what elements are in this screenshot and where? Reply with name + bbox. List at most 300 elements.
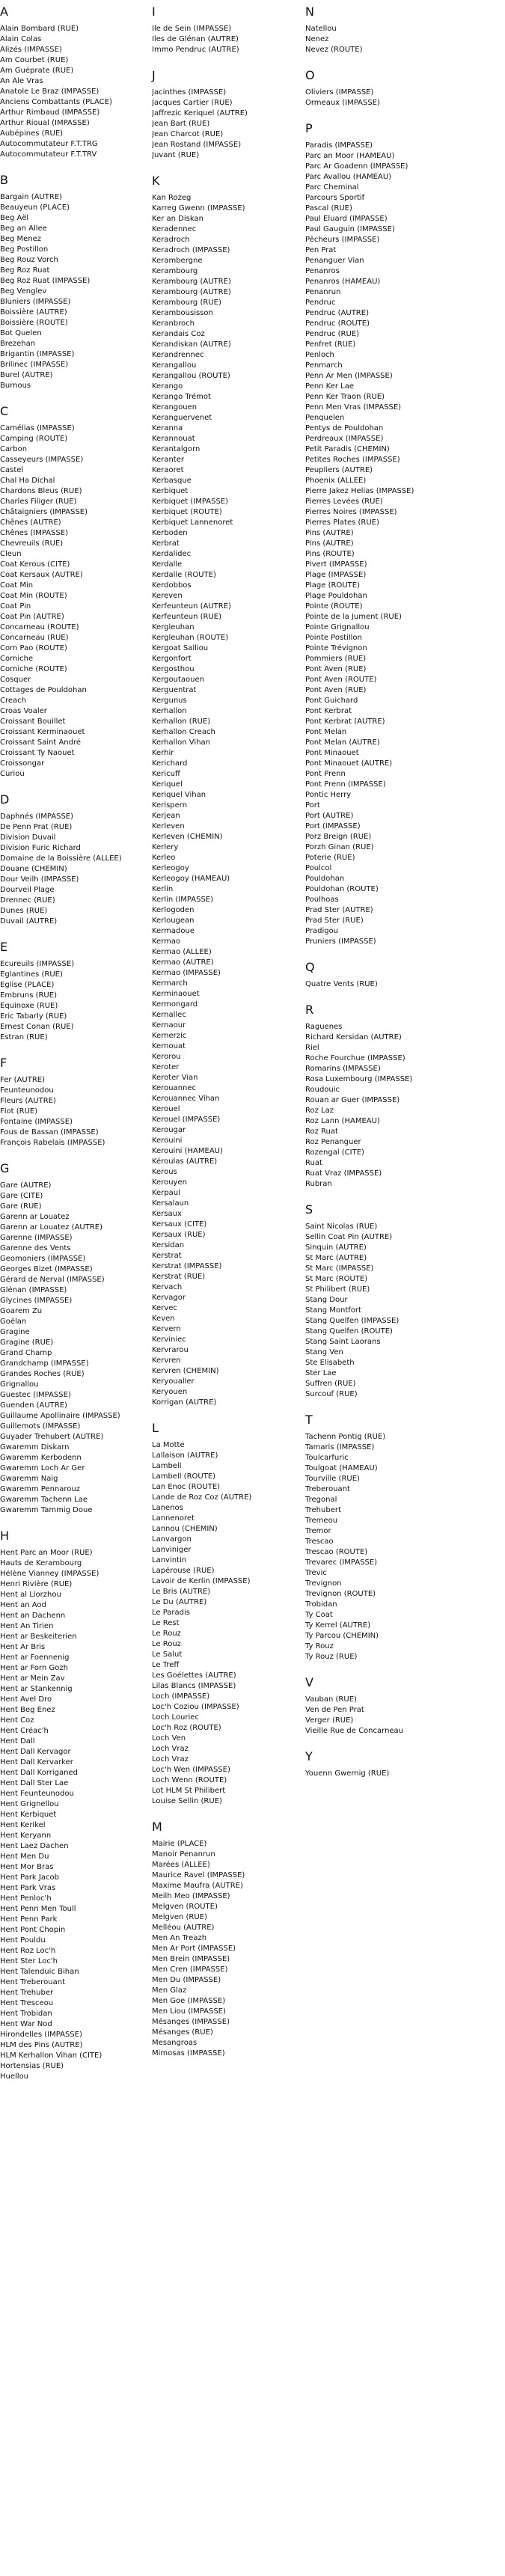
street-name: Kervec	[152, 1304, 177, 1312]
street-name: Le Paradis	[152, 1609, 191, 1617]
street-name: Hent Ar Bris	[0, 1643, 46, 1651]
street-name: Prad Ster (RUE)	[305, 917, 364, 925]
street-name: Vauban (RUE)	[305, 1695, 357, 1704]
street-name: Hent Men Du	[0, 1853, 49, 1861]
street-name: Kerbasque	[152, 477, 192, 485]
street-name: Gwaremm Diskarn	[0, 1443, 70, 1451]
street-name: Flot (RUE)	[0, 1107, 38, 1116]
street-name: Ty Coat	[305, 1611, 333, 1619]
street-name: Arthur Rimbaud (IMPASSE)	[0, 108, 100, 117]
street-name: Glycines (IMPASSE)	[0, 1297, 73, 1305]
street-name: Pins (AUTRE)	[305, 539, 354, 548]
street-name: Kerangouen	[152, 403, 198, 412]
street-name: Kermao (IMPASSE)	[152, 969, 221, 977]
street-name: Trescao	[305, 1538, 334, 1546]
street-name: Douane (CHEMIN)	[0, 865, 67, 873]
street-name: Trehubert	[305, 1506, 341, 1514]
street-name: Trevic	[305, 1569, 327, 1577]
street-name: Roz Penanguer	[305, 1138, 361, 1146]
street-name: Glénan (IMPASSE)	[0, 1286, 67, 1294]
letter-section	[0, 173, 147, 391]
street-name: Penmarch	[305, 361, 343, 370]
letter-section	[152, 1820, 299, 2059]
street-name: Embruns (RUE)	[0, 991, 57, 1000]
street-name: Chal Ha Dichal	[0, 477, 55, 485]
street-name: Coat Min (ROUTE)	[0, 592, 67, 600]
street-name: Pointe de la Jument (RUE)	[305, 613, 402, 621]
street-name: Kerous	[152, 1168, 177, 1176]
street-name: Kerguentrat	[152, 686, 197, 694]
street-name: Chênes (IMPASSE)	[0, 529, 68, 537]
street-name: Lanenos	[152, 1504, 183, 1512]
street-name: Pivert (IMPASSE)	[305, 560, 367, 569]
street-name: Kervren (CHEMIN)	[152, 1367, 219, 1375]
street-name: Keradroch	[152, 236, 190, 244]
street-name: Kermadoue	[152, 927, 195, 935]
letter-section	[0, 1161, 147, 1516]
street-name: Eglantines (RUE)	[0, 970, 63, 979]
street-name: Petit Paradis (CHEMIN)	[305, 445, 390, 453]
street-name: Stang Montfort	[305, 1306, 361, 1315]
street-name: Kerminaouet	[152, 990, 200, 998]
street-name: Trescao (ROUTE)	[305, 1548, 368, 1556]
street-name: Jacques Cartier (RUE)	[152, 99, 233, 107]
street-name: Toulgoat (HAMEAU)	[305, 1464, 378, 1472]
street-name: Hent Grignellou	[0, 1800, 59, 1808]
street-name: Beg Aël	[0, 214, 29, 222]
street-name: Hent Pont Chopin	[0, 1926, 66, 1934]
street-name: Kernallec	[152, 1011, 186, 1019]
street-name: Hent Beg Enez	[0, 1706, 55, 1714]
street-name: Ste Elisabeth	[305, 1359, 355, 1367]
street-name: Croissant Bouillet	[0, 718, 66, 726]
street-name: Goarem Zu	[0, 1307, 43, 1315]
section-letter-heading: A	[0, 4, 8, 19]
street-name: Peupliers (AUTRE)	[305, 466, 373, 474]
street-name: Stang Quelfen (IMPASSE)	[305, 1317, 400, 1325]
street-name: Pont Aven (RUE)	[305, 665, 367, 673]
street-name: Hortensias (RUE)	[0, 2062, 64, 2070]
street-list	[305, 88, 452, 108]
street-name: Hent Mor Bras	[0, 1863, 54, 1871]
street-name: Hent ar Foennenig	[0, 1653, 70, 1662]
street-name: Maurice Ravel (IMPASSE)	[152, 1871, 245, 1879]
street-name: Hélène Vianney (IMPASSE)	[0, 1570, 100, 1578]
street-name: Kereven	[152, 592, 183, 600]
street-name: Gérard de Nerval (IMPASSE)	[0, 1276, 105, 1284]
street-name: Garenn ar Louatez	[0, 1213, 70, 1221]
street-name: Ty Rouz	[305, 1642, 334, 1650]
street-name: Lannenoret	[152, 1514, 195, 1523]
street-name: Paradis (IMPASSE)	[305, 141, 373, 150]
street-name: Rouan ar Guer (IMPASSE)	[305, 1096, 400, 1104]
street-name: Kervern	[152, 1325, 181, 1333]
street-name: Gwaremm Tachenn Lae	[0, 1496, 88, 1504]
street-name: Oliviers (IMPASSE)	[305, 88, 374, 97]
street-name: Kernerzic	[152, 1032, 187, 1040]
street-name: Lanvargon	[152, 1535, 192, 1544]
street-name: Kersidan	[152, 1241, 185, 1249]
street-name: Drennec (RUE)	[0, 896, 55, 905]
street-name: Pierre Jakez Helias (IMPASSE)	[305, 487, 414, 495]
street-name: Kergoutaouen	[152, 676, 204, 684]
street-name: Pont Prenn	[305, 770, 346, 778]
street-name: Nenez	[305, 35, 329, 43]
street-name: Kernaour	[152, 1021, 186, 1030]
street-name: Keranguervenet	[152, 414, 212, 422]
street-name: Dour Veilh (IMPASSE)	[0, 875, 79, 884]
street-name: Hent Dall Kervagor	[0, 1748, 71, 1756]
street-list	[0, 1075, 147, 1148]
street-name: Prad Ster (AUTRE)	[305, 906, 373, 914]
street-name: Kéroulas (AUTRE)	[152, 1157, 218, 1166]
section-letter-heading: C	[0, 404, 9, 418]
street-name: Surcouf (RUE)	[305, 1390, 358, 1398]
street-name: Le Rest	[152, 1619, 180, 1627]
street-name: Kerlougean	[152, 917, 195, 925]
street-name: Stang Dour	[305, 1296, 348, 1304]
street-name: Pêcheurs (IMPASSE)	[305, 236, 380, 244]
street-name: Loc'h Wen (IMPASSE)	[152, 1766, 230, 1774]
street-name: Lande de Roz Coz (AUTRE)	[152, 1493, 252, 1502]
street-name: St Philibert (RUE)	[305, 1285, 370, 1294]
street-name: Gare (AUTRE)	[0, 1181, 52, 1190]
street-name: Saint Nicolas (RUE)	[305, 1223, 378, 1231]
street-name: Quatre Vents (RUE)	[305, 980, 378, 988]
street-name: Hent Roz Loc'h	[0, 1947, 56, 1955]
street-name: Kerangallou (ROUTE)	[152, 372, 230, 380]
street-name: Melléou (AUTRE)	[152, 1924, 215, 1932]
street-name: Kerorou	[152, 1053, 181, 1061]
street-name: Loc'h Roz (ROUTE)	[152, 1724, 221, 1732]
street-name: Pruniers (IMPASSE)	[305, 937, 376, 946]
street-name: Beg an Allee	[0, 224, 47, 233]
street-name: Corniche (ROUTE)	[0, 665, 67, 673]
street-name: Creach	[0, 697, 26, 705]
street-list	[0, 192, 147, 391]
street-name: Perdreaux (IMPASSE)	[305, 435, 384, 443]
letter-section	[0, 1529, 147, 2082]
street-name: Kerpaul	[152, 1189, 180, 1197]
street-name: Anciens Combattants (PLACE)	[0, 98, 112, 106]
street-name: Hent Kerikel	[0, 1821, 46, 1829]
street-name: Alain Colas	[0, 35, 42, 43]
street-name: Corn Pao (ROUTE)	[0, 644, 67, 652]
street-name: Kerango	[152, 382, 183, 391]
street-name: Pont Guichard	[305, 697, 358, 705]
street-name: Kersaux	[152, 1210, 182, 1218]
street-name: Toulcarfuric	[305, 1454, 349, 1462]
street-name: Immo Pendruc (AUTRE)	[152, 46, 239, 54]
section-letter-heading: I	[152, 4, 156, 19]
street-name: Loch Wenn (ROUTE)	[152, 1776, 227, 1784]
street-name: Kerbiquet (IMPASSE)	[152, 498, 229, 506]
street-name: Am Guéprate (RUE)	[0, 67, 74, 75]
street-name: Gwaremm Tammig Doue	[0, 1506, 93, 1514]
street-name: Beg Roz Ruat	[0, 266, 50, 275]
street-name: Stang Ven	[305, 1348, 343, 1356]
street-name: Pointe Trévignon	[305, 644, 367, 652]
street-name: Kerlin (IMPASSE)	[152, 896, 214, 904]
street-name: Men Cren (IMPASSE)	[152, 1965, 228, 1974]
street-name: Croissant Kerminaouet	[0, 728, 85, 736]
street-name: Trobidan	[305, 1600, 337, 1609]
street-name: Loch Louriec	[152, 1713, 199, 1722]
street-name: Hent Penloc'h	[0, 1894, 52, 1903]
letter-section	[305, 1675, 452, 1737]
street-name: Kan Rozeg	[152, 194, 192, 202]
street-name: An Ale Vras	[0, 77, 43, 85]
street-name: Poulcol	[305, 864, 332, 872]
street-name: Mesangroas	[152, 2039, 198, 2047]
street-name: Kerleo	[152, 854, 176, 862]
street-name: Kerambergne	[152, 257, 203, 265]
street-name: Alain Bombard (RUE)	[0, 25, 79, 33]
street-name: Grand Champ	[0, 1349, 52, 1357]
street-name: Poterie (RUE)	[305, 854, 355, 862]
street-name: Kerouini	[152, 1136, 183, 1145]
street-name: Parc Cheminal	[305, 183, 359, 192]
street-name: Kergoat Salliou	[152, 644, 209, 652]
street-name: Verger (RUE)	[305, 1716, 354, 1725]
street-name: Pouldohan	[305, 875, 345, 883]
street-name: Penn Ker Traon (RUE)	[305, 393, 385, 401]
street-list	[152, 1839, 299, 2059]
street-name: HLM Kerhallon Vihan (CITE)	[0, 2052, 102, 2060]
street-name: Kerlery	[152, 843, 179, 851]
street-name: Hent ar Forn Gozh	[0, 1664, 68, 1672]
street-name: Hent Coz	[0, 1716, 34, 1725]
street-name: Pascal (RUE)	[305, 204, 352, 212]
street-name: Hent Trehuber	[0, 1989, 54, 1997]
street-name: Pommiers (RUE)	[305, 655, 367, 663]
street-name: Camping (ROUTE)	[0, 435, 68, 443]
street-name: Kermao	[152, 937, 181, 946]
street-name: Beg Roz Ruat (IMPASSE)	[0, 277, 91, 285]
street-name: Tremor	[305, 1527, 331, 1535]
street-name: Hent ar Beskeiterien	[0, 1633, 77, 1641]
street-name: Porzh Ginan (RUE)	[305, 843, 374, 851]
street-name: Trevignon	[305, 1579, 342, 1588]
street-name: Coat Kerous (CITE)	[0, 560, 70, 569]
street-name: Port (AUTRE)	[305, 812, 354, 820]
street-name: Mésanges (IMPASSE)	[152, 2018, 230, 2026]
street-name: Kervrarou	[152, 1346, 189, 1354]
street-name: Burel (AUTRE)	[0, 371, 53, 379]
street-name: Keroter	[152, 1063, 180, 1071]
street-name: Chardons Bleus (RUE)	[0, 487, 82, 495]
street-name: Guenden (AUTRE)	[0, 1401, 67, 1410]
street-name: Feunteunodou	[0, 1086, 54, 1095]
street-name: Pendruc	[305, 299, 336, 307]
street-name: Kerstrat	[152, 1252, 182, 1260]
street-name: Roche Fourchue (IMPASSE)	[305, 1054, 405, 1062]
street-name: Men Brein (IMPASSE)	[152, 1955, 230, 1963]
street-name: Lavoir de Kerlin (IMPASSE)	[152, 1577, 251, 1585]
street-name: Jean Charcot (RUE)	[152, 130, 224, 138]
street-name: Parcours Sportif	[305, 194, 365, 202]
street-name: Le Treff	[152, 1661, 180, 1669]
street-name: Pendruc (AUTRE)	[305, 309, 369, 317]
letter-section	[305, 121, 452, 947]
street-name: Sellin Coat Pin (AUTRE)	[305, 1233, 393, 1241]
street-name: Rozengal (CITE)	[305, 1148, 364, 1157]
street-name: Kerouini (HAMEAU)	[152, 1147, 223, 1155]
street-name: Roudouic	[305, 1086, 340, 1094]
street-name: Parc an Moor (HAMEAU)	[305, 152, 395, 160]
street-name: Korrigan (AUTRE)	[152, 1398, 217, 1407]
section-letter-heading: D	[0, 792, 10, 807]
street-name: Rubran	[305, 1180, 332, 1188]
street-name: Lan Enoc (ROUTE)	[152, 1483, 221, 1491]
street-name: Pins (AUTRE)	[305, 529, 354, 537]
street-name: Kermao (ALLEE)	[152, 948, 212, 956]
street-name: Hent Park Vras	[0, 1884, 56, 1892]
street-name: Hent al Liorzhou	[0, 1591, 61, 1599]
street-name: Kerhallon Vihan	[152, 738, 211, 747]
street-name: Karreg Gwenn (IMPASSE)	[152, 204, 245, 212]
street-name: Hent Ster Loc'h	[0, 1957, 58, 1965]
street-name: Pont Melan	[305, 728, 347, 736]
street-name: Kerhallon (RUE)	[152, 718, 211, 726]
street-name: Penloch	[305, 351, 334, 359]
street-name: Kerambourg (RUE)	[152, 299, 221, 307]
street-name: Men Ar Port (IMPASSE)	[152, 1945, 236, 1953]
street-name: Ernest Conan (RUE)	[0, 1023, 74, 1031]
street-name: Kersaux (RUE)	[152, 1231, 206, 1239]
section-letter-heading: L	[152, 1421, 159, 1435]
street-name: Suffren (RUE)	[305, 1380, 356, 1388]
street-name: Hent Feunteunodou	[0, 1790, 74, 1798]
street-name: Penanrun	[305, 288, 341, 296]
street-name: Coat Min	[0, 581, 34, 590]
street-name: Croissant Saint André	[0, 738, 82, 747]
street-name: Garenne (IMPASSE)	[0, 1234, 73, 1242]
street-name: Tregonal	[305, 1496, 337, 1504]
street-list	[305, 979, 452, 990]
street-name: Le Rouz	[152, 1630, 181, 1638]
street-list	[152, 88, 299, 161]
street-name: Lanviniger	[152, 1546, 192, 1554]
street-name: Geomoniers (IMPASSE)	[0, 1255, 86, 1263]
street-name: Pontic Herry	[305, 791, 352, 799]
street-name: Kerannouat	[152, 435, 195, 443]
street-name: Beg Venglev	[0, 287, 47, 296]
letter-section	[152, 68, 299, 161]
street-name: Paul Eluard (IMPASSE)	[305, 215, 388, 223]
street-name: Keriquel Vihan	[152, 791, 206, 799]
street-name: Carbon	[0, 445, 28, 453]
section-letter-heading: B	[0, 173, 8, 187]
street-name: Natellou	[305, 25, 337, 33]
street-name: Hent Talenduic Bihan	[0, 1968, 79, 1976]
street-name: Kerouannec Vihan	[152, 1095, 220, 1103]
street-name: Hent Park Jacob	[0, 1873, 59, 1882]
street-name: Mésanges (RUE)	[152, 2028, 213, 2037]
street-name: Ile de Sein (IMPASSE)	[152, 25, 232, 33]
street-name: Pont Minaouet (AUTRE)	[305, 759, 393, 768]
street-name: Petites Roches (IMPASSE)	[305, 456, 400, 464]
street-name: Casseyeurs (IMPASSE)	[0, 456, 84, 464]
street-name: Pointe Grignallou	[305, 623, 370, 631]
street-name: Ruat	[305, 1159, 322, 1167]
street-name: Kerhir	[152, 749, 174, 757]
street-name: Estran (RUE)	[0, 1033, 48, 1041]
street-name: Hent Penn Park	[0, 1915, 58, 1924]
section-letter-heading: Y	[305, 1749, 313, 1763]
street-name: Tamaris (IMPASSE)	[305, 1443, 375, 1451]
street-name: Kerleven	[152, 822, 185, 830]
street-name: Loch Vraz	[152, 1755, 189, 1763]
letter-section	[305, 1202, 452, 1400]
street-name: Kerbrat	[152, 539, 180, 548]
section-letter-heading: V	[305, 1675, 313, 1689]
section-letter-heading: P	[305, 121, 313, 135]
street-name: Alizés (IMPASSE)	[0, 46, 62, 54]
street-name: St Marc (ROUTE)	[305, 1275, 368, 1283]
street-name: Kergosthou	[152, 665, 195, 673]
street-name: Arthur Rioual (IMPASSE)	[0, 119, 90, 127]
street-name: Curiou	[0, 770, 25, 778]
street-name: Guyader Trehubert (AUTRE)	[0, 1433, 104, 1441]
street-name: Keradennec	[152, 225, 197, 233]
street-name: Kerfeunteun (AUTRE)	[152, 602, 231, 611]
street-name: Rosa Luxembourg (IMPASSE)	[305, 1075, 413, 1083]
street-name: Pradigou	[305, 927, 339, 935]
street-name: HLM des Pins (AUTRE)	[0, 2041, 83, 2049]
street-name: Meilh Meo (IMPASSE)	[152, 1892, 230, 1900]
street-list	[0, 959, 147, 1043]
street-name: Kerambourg (AUTRE)	[152, 288, 231, 296]
street-name: Kerviniec	[152, 1336, 186, 1344]
street-name: Hent Dall Ster Lae	[0, 1779, 69, 1787]
street-name: Camélias (IMPASSE)	[0, 424, 75, 432]
letter-section	[152, 4, 299, 55]
letter-section	[305, 4, 452, 55]
street-name: Grignallou	[0, 1380, 39, 1389]
street-name: Hent Trobidan	[0, 2010, 52, 2018]
street-name: Keriquel	[152, 780, 183, 789]
street-name: Tremeou	[305, 1517, 338, 1525]
street-name: Kerango Trémot	[152, 393, 211, 401]
street-list	[152, 193, 299, 1408]
street-name: Hent War Nod	[0, 2020, 52, 2028]
street-name: Concarneau (ROUTE)	[0, 623, 79, 631]
street-name: Keranna	[152, 424, 183, 432]
street-name: Manoir Penanrun	[152, 1850, 215, 1858]
street-name: Stang Quelfen (ROUTE)	[305, 1327, 393, 1336]
street-name: Beg Postillon	[0, 245, 49, 254]
letter-section	[0, 4, 147, 160]
street-name: Gwaremm Loch Ar Ger	[0, 1464, 85, 1472]
street-name: Poulhoas	[305, 896, 339, 904]
street-name: Kervagor	[152, 1294, 186, 1302]
street-name: Burnous	[0, 382, 31, 390]
section-letter-heading: H	[0, 1529, 10, 1543]
street-name: Kerlogoden	[152, 906, 195, 914]
street-name: Kerouannec	[152, 1084, 197, 1092]
street-name: Dunes (RUE)	[0, 907, 48, 915]
street-list	[305, 1222, 452, 1400]
street-name: Fous de Bassan (IMPASSE)	[0, 1128, 99, 1136]
street-name: François Rabelais (IMPASSE)	[0, 1139, 105, 1147]
street-name: Pont Kerbrat (AUTRE)	[305, 718, 385, 726]
street-name: Stang Saint Laorans	[305, 1338, 381, 1346]
letter-section	[0, 792, 147, 927]
street-name: Fleurs (AUTRE)	[0, 1097, 56, 1105]
street-name: Loc'h Coziou (IMPASSE)	[152, 1703, 239, 1711]
street-name: Hent an Aod	[0, 1601, 46, 1609]
